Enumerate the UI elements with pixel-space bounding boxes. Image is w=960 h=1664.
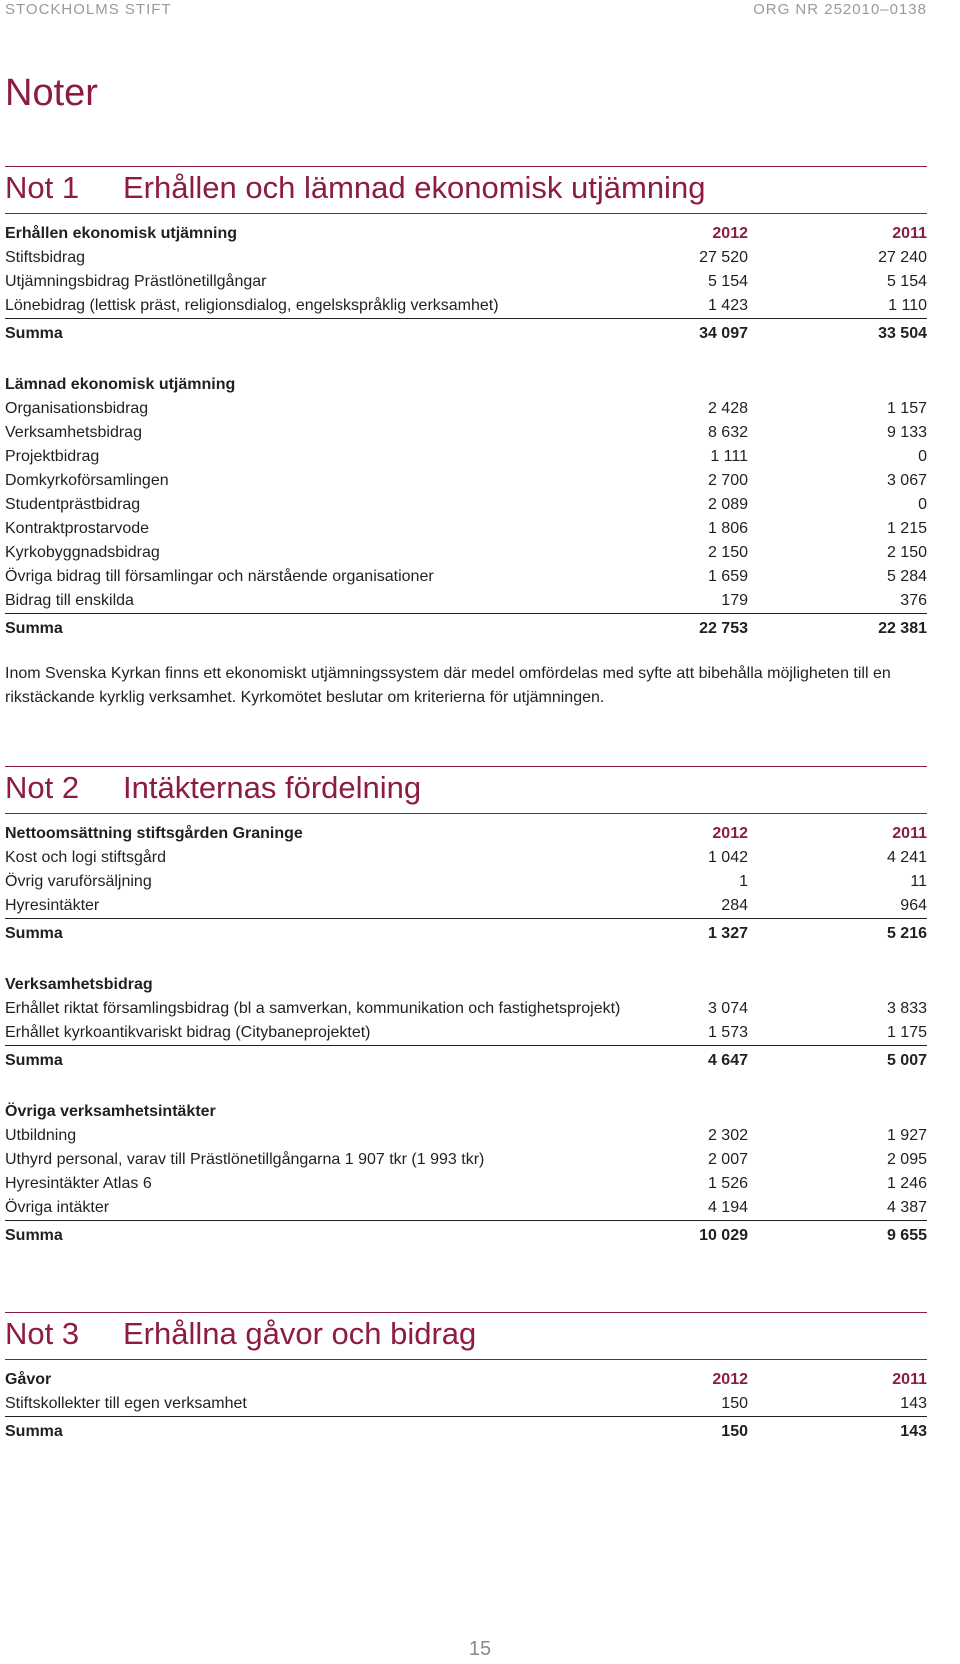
- sum-label: Summa: [5, 1046, 645, 1077]
- sum-2012: 4 647: [645, 1046, 748, 1077]
- row-label: Studentprästbidrag: [5, 496, 141, 513]
- value-2011: 1 110: [888, 297, 927, 314]
- value-2011: 4 387: [886, 1199, 927, 1216]
- value-2012: 2 089: [707, 496, 748, 513]
- value-2011: 143: [900, 1395, 927, 1412]
- table-row: [5, 541, 927, 565]
- value-2012: 1 111: [710, 448, 748, 465]
- sum-2012: 34 097: [645, 319, 748, 350]
- section-heading: Verksamhetsbidrag: [5, 976, 153, 993]
- value-2012: 150: [721, 1395, 748, 1412]
- value-2012: 284: [721, 897, 748, 914]
- value-2012: 8 632: [707, 424, 748, 441]
- section-heading-row: [5, 1360, 927, 1392]
- value-2012: 3 074: [707, 1000, 748, 1017]
- note-table: [5, 814, 927, 1251]
- sum-label: Summa: [5, 614, 645, 645]
- year-2012: 2012: [712, 1371, 748, 1388]
- page-header: [0, 0, 960, 24]
- year-2012: 2012: [712, 225, 748, 242]
- page-number: 15: [468, 1638, 492, 1660]
- value-2011: 11: [910, 873, 927, 890]
- row-label: Stiftsbidrag: [5, 249, 86, 266]
- value-2012: 1 042: [707, 849, 748, 866]
- value-2011: 27 240: [878, 249, 927, 266]
- row-label: Utjämningsbidrag Prästlönetillgångar: [5, 273, 267, 290]
- note-table: [5, 214, 927, 644]
- value-2012: 2 007: [707, 1151, 748, 1168]
- row-label: Erhållet riktat församlingsbidrag (bl a samverkan, kommunikation och fastighetsprojekt): [5, 1000, 621, 1017]
- year-2012: 2012: [712, 825, 748, 842]
- sum-2012: 22 753: [645, 614, 748, 645]
- page-title: Noter: [5, 72, 98, 114]
- value-2012: 2 302: [707, 1127, 748, 1144]
- value-2012: 27 520: [699, 249, 748, 266]
- table-row: [5, 1392, 927, 1417]
- sum-row: [5, 1046, 927, 1077]
- value-2011: 0: [918, 496, 927, 513]
- table-row: [5, 1196, 927, 1221]
- table-row: [5, 246, 927, 270]
- table-row: [5, 846, 927, 870]
- sum-label: Summa: [5, 319, 645, 350]
- note-1: [5, 166, 927, 710]
- section-heading-row: [5, 214, 927, 246]
- section-heading: Gåvor: [5, 1371, 52, 1388]
- row-label: Erhållet kyrkoantikvariskt bidrag (Citybaneprojektet): [5, 1024, 371, 1041]
- table-row: [5, 445, 927, 469]
- sum-2012: 1 327: [645, 919, 748, 950]
- row-label: Kost och logi stiftsgård: [5, 849, 166, 866]
- row-label: Hyresintäkter Atlas 6: [5, 1175, 152, 1192]
- note-table: [5, 1360, 927, 1447]
- row-label: Övriga intäkter: [5, 1199, 110, 1216]
- note-2: [5, 766, 927, 1251]
- sum-2011: 22 381: [748, 614, 927, 645]
- table-row: [5, 1124, 927, 1148]
- table-row: [5, 397, 927, 421]
- table-row: [5, 1148, 927, 1172]
- value-2012: 2 700: [707, 472, 748, 489]
- sum-row: [5, 1221, 927, 1252]
- section-heading-row: [5, 1092, 927, 1124]
- value-2011: 1 175: [886, 1024, 927, 1041]
- value-2011: 0: [918, 448, 927, 465]
- table-row: [5, 589, 927, 614]
- row-label: Bidrag till enskilda: [5, 592, 134, 609]
- table-row: [5, 870, 927, 894]
- table-row: [5, 270, 927, 294]
- sum-row: [5, 614, 927, 645]
- table-row: [5, 894, 927, 919]
- table-row: [5, 469, 927, 493]
- row-label: Kontraktprostarvode: [5, 520, 150, 537]
- value-2011: 3 833: [886, 1000, 927, 1017]
- row-label: Kyrkobyggnadsbidrag: [5, 544, 160, 561]
- table-row: [5, 1021, 927, 1046]
- value-2012: 1 526: [707, 1175, 748, 1192]
- value-2011: 4 241: [886, 849, 927, 866]
- year-2011: 2011: [892, 825, 927, 842]
- section-heading: Övriga verksamhetsintäkter: [5, 1103, 216, 1120]
- table-row: [5, 294, 927, 319]
- value-2011: 1 215: [886, 520, 927, 537]
- sum-row: [5, 319, 927, 350]
- value-2011: 2 095: [886, 1151, 927, 1168]
- value-2012: 1 573: [707, 1024, 748, 1041]
- value-2011: 1 157: [886, 400, 927, 417]
- note-number: Not 3: [5, 1316, 80, 1351]
- value-2011: 3 067: [886, 472, 927, 489]
- table-row: [5, 1172, 927, 1196]
- table-row: [5, 565, 927, 589]
- note-title: Intäkternas fördelning: [123, 770, 422, 805]
- value-2011: 5 284: [886, 568, 927, 585]
- value-2011: 9 133: [886, 424, 927, 441]
- row-label: Övriga bidrag till församlingar och närstående organisationer: [5, 568, 434, 585]
- sum-2011: 143: [748, 1417, 927, 1448]
- note-number: Not 2: [5, 770, 80, 805]
- row-label: Projektbidrag: [5, 448, 100, 465]
- year-2011: 2011: [892, 1371, 927, 1388]
- value-2011: 5 154: [886, 273, 927, 290]
- note-heading: [5, 1312, 927, 1360]
- table-row: [5, 421, 927, 445]
- section-heading: Nettoomsättning stiftsgården Graninge: [5, 825, 303, 842]
- row-label: Lönebidrag (lettisk präst, religionsdialog, engelskspråklig verksamhet): [5, 297, 499, 314]
- sum-label: Summa: [5, 1221, 645, 1252]
- row-label: Uthyrd personal, varav till Prästlönetillgångarna 1 907 tkr (1 993 tkr): [5, 1151, 485, 1168]
- section-heading: Lämnad ekonomisk utjämning: [5, 376, 236, 393]
- sum-2011: 5 216: [748, 919, 927, 950]
- table-row: [5, 493, 927, 517]
- value-2011: 376: [900, 592, 927, 609]
- value-2011: 1 246: [886, 1175, 927, 1192]
- note-3: [5, 1312, 927, 1447]
- sum-2012: 150: [645, 1417, 748, 1448]
- row-label: Domkyrkoförsamlingen: [5, 472, 169, 489]
- section-heading-row: [5, 965, 927, 997]
- value-2011: 1 927: [886, 1127, 927, 1144]
- note-heading: [5, 766, 927, 814]
- sum-2011: 5 007: [748, 1046, 927, 1077]
- note-title: Erhållna gåvor och bidrag: [123, 1316, 477, 1351]
- note-number: Not 1: [5, 170, 80, 205]
- value-2011: 964: [900, 897, 927, 914]
- value-2012: 179: [721, 592, 748, 609]
- section-heading: Erhållen ekonomisk utjämning: [5, 225, 238, 242]
- org-number: ORG NR 252010–0138: [753, 1, 927, 18]
- value-2012: 2 150: [707, 544, 748, 561]
- value-2012: 1: [739, 873, 748, 890]
- sum-2011: 33 504: [748, 319, 927, 350]
- value-2012: 5 154: [707, 273, 748, 290]
- note-heading: [5, 166, 927, 214]
- sum-2012: 10 029: [645, 1221, 748, 1252]
- year-2011: 2011: [892, 225, 927, 242]
- org-name: STOCKHOLMS STIFT: [5, 1, 172, 18]
- value-2012: 1 806: [707, 520, 748, 537]
- row-label: Organisationsbidrag: [5, 400, 149, 417]
- value-2012: 2 428: [707, 400, 748, 417]
- table-row: [5, 997, 927, 1021]
- sum-row: [5, 1417, 927, 1448]
- sum-row: [5, 919, 927, 950]
- row-label: Stiftskollekter till egen verksamhet: [5, 1395, 247, 1412]
- sum-2011: 9 655: [748, 1221, 927, 1252]
- value-2011: 2 150: [886, 544, 927, 561]
- sum-label: Summa: [5, 1417, 645, 1448]
- sum-label: Summa: [5, 919, 645, 950]
- value-2012: 1 659: [707, 568, 748, 585]
- section-heading-row: [5, 814, 927, 846]
- note-paragraph: Inom Svenska Kyrkan finns ett ekonomiskt utjämningssystem där medel omfördelas med syfte att bibehålla möjligheten till en rikstäckande kyrklig verksamhet. Kyrkomötet beslutar om kriterierna för utjämningen.: [5, 665, 891, 706]
- section-heading-row: [5, 365, 927, 397]
- row-label: Övrig varuförsäljning: [5, 873, 152, 890]
- row-label: Hyresintäkter: [5, 897, 100, 914]
- row-label: Verksamhetsbidrag: [5, 424, 142, 441]
- note-title: Erhållen och lämnad ekonomisk utjämning: [123, 170, 706, 205]
- row-label: Utbildning: [5, 1127, 77, 1144]
- value-2012: 1 423: [707, 297, 748, 314]
- value-2012: 4 194: [707, 1199, 748, 1216]
- table-row: [5, 517, 927, 541]
